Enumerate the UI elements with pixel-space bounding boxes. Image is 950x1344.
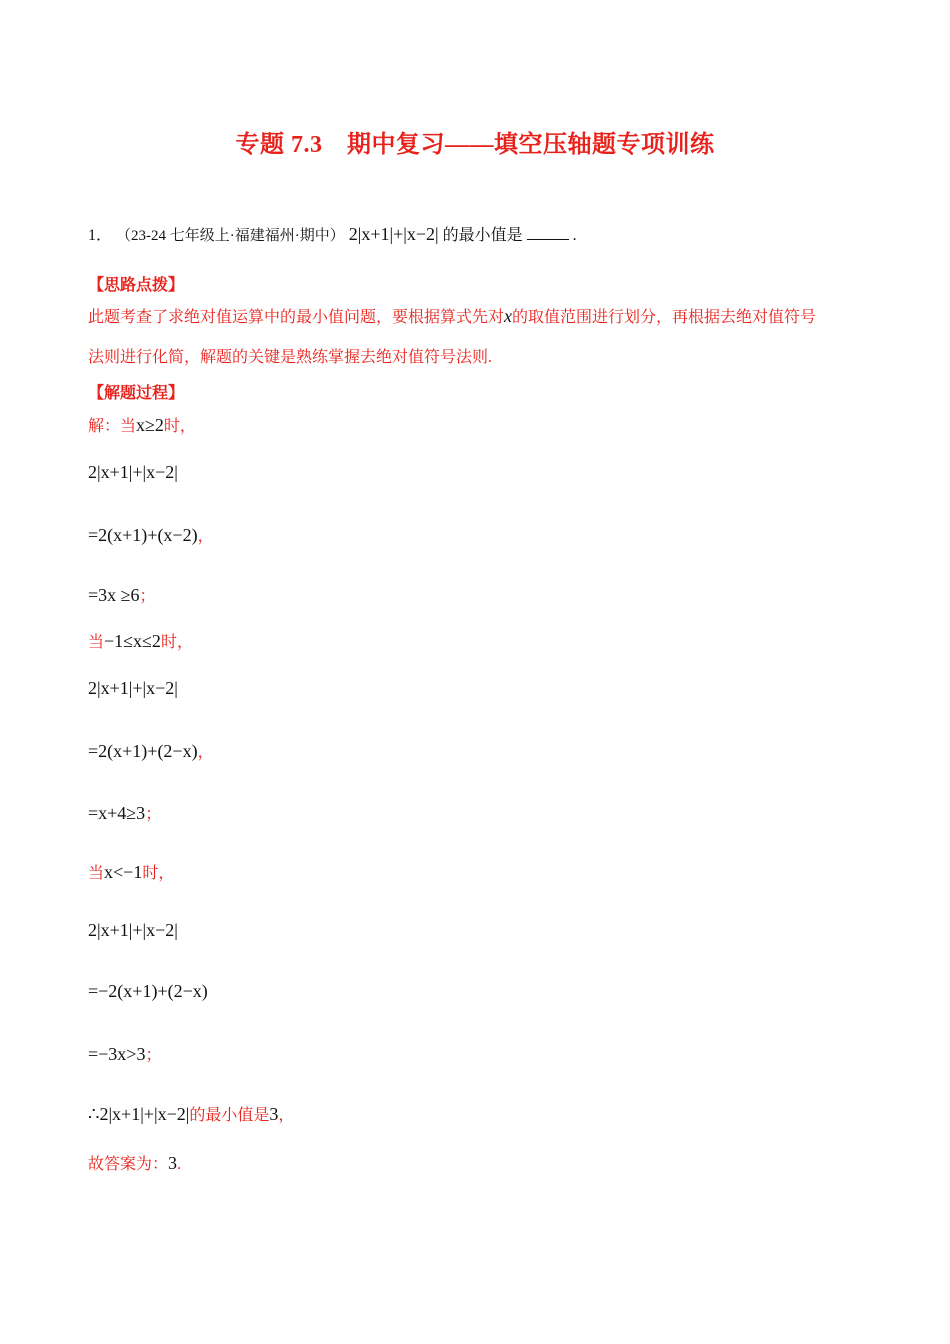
case2-step2-math: =x+4≥3	[88, 803, 146, 823]
case1-step1	[88, 523, 214, 546]
question-expression: 2|x+1|+|x−2|	[348, 224, 439, 244]
case1-condition	[88, 413, 196, 436]
solution-tag: 【解题过程】	[88, 385, 185, 402]
case1-step1-punct: ，	[197, 528, 214, 545]
question-line	[88, 222, 577, 245]
case1-step1-math: =2(x+1)+(x−2)	[88, 525, 198, 545]
answer-end: .	[177, 1156, 182, 1173]
question-end: .	[572, 227, 577, 244]
case2-step1	[88, 739, 214, 762]
case1-prefix: 解：当	[88, 418, 137, 435]
case1-step2-punct: ；	[139, 588, 156, 605]
final-answer	[88, 1151, 181, 1174]
case3-suffix: 时，	[142, 865, 175, 882]
question-number: 1．	[88, 227, 113, 244]
answer-prefix: 故答案为：	[88, 1156, 169, 1173]
case2-step2-punct: ；	[145, 806, 162, 823]
analysis-text-a: 此题考查了求绝对值运算中的最小值问题，要根据算式先对	[88, 309, 505, 326]
conclusion	[88, 1102, 294, 1125]
question-stem: 的最小值是	[442, 227, 523, 244]
analysis-line-2: 法则进行化简，解题的关键是熟练掌握去绝对值符号法则.	[88, 349, 493, 366]
case2-suffix: 时，	[160, 634, 193, 651]
conclusion-value: 3	[269, 1104, 279, 1124]
case1-step2	[88, 583, 156, 606]
case2-step1-math: =2(x+1)+(2−x)	[88, 741, 198, 761]
therefore-symbol: ∴	[88, 1104, 100, 1124]
case3-step1: =−2(x+1)+(2−x)	[88, 981, 208, 1001]
case3-step2-punct: ；	[145, 1047, 162, 1064]
analysis-tag: 【思路点拨】	[88, 277, 185, 294]
case1-suffix: 时，	[163, 418, 196, 435]
case2-cond: −1≤x≤2	[104, 631, 161, 651]
answer-value: 3	[168, 1153, 178, 1173]
analysis-var: x	[504, 306, 513, 326]
case3-expression: 2|x+1|+|x−2|	[88, 920, 178, 940]
case1-expression: 2|x+1|+|x−2|	[88, 462, 178, 482]
case2-step2	[88, 801, 161, 824]
case1-cond: x≥2	[136, 415, 164, 435]
conclusion-punct: ，	[278, 1107, 295, 1124]
case2-step1-punct: ，	[197, 744, 214, 761]
case2-condition	[88, 629, 193, 652]
page-title: 专题 7.3 期中复习——填空压轴题专项训练	[235, 132, 715, 158]
case2-prefix: 当	[88, 634, 105, 651]
case3-condition	[88, 860, 174, 883]
question-source: （23-24 七年级上·福建福州·期中）	[116, 228, 345, 244]
case3-step2	[88, 1042, 161, 1065]
analysis-line-1	[88, 304, 816, 327]
answer-blank	[527, 225, 569, 240]
case3-cond: x<−1	[104, 862, 143, 882]
case2-expression: 2|x+1|+|x−2|	[88, 678, 178, 698]
conclusion-text: 的最小值是	[189, 1107, 270, 1124]
case1-step2-math: =3x ≥6	[88, 585, 140, 605]
conclusion-expression: 2|x+1|+|x−2|	[99, 1104, 190, 1124]
case3-prefix: 当	[88, 865, 105, 882]
case3-step2-math: =−3x>3	[88, 1044, 146, 1064]
analysis-text-b: 的取值范围进行划分，再根据去绝对值符号	[512, 309, 817, 326]
